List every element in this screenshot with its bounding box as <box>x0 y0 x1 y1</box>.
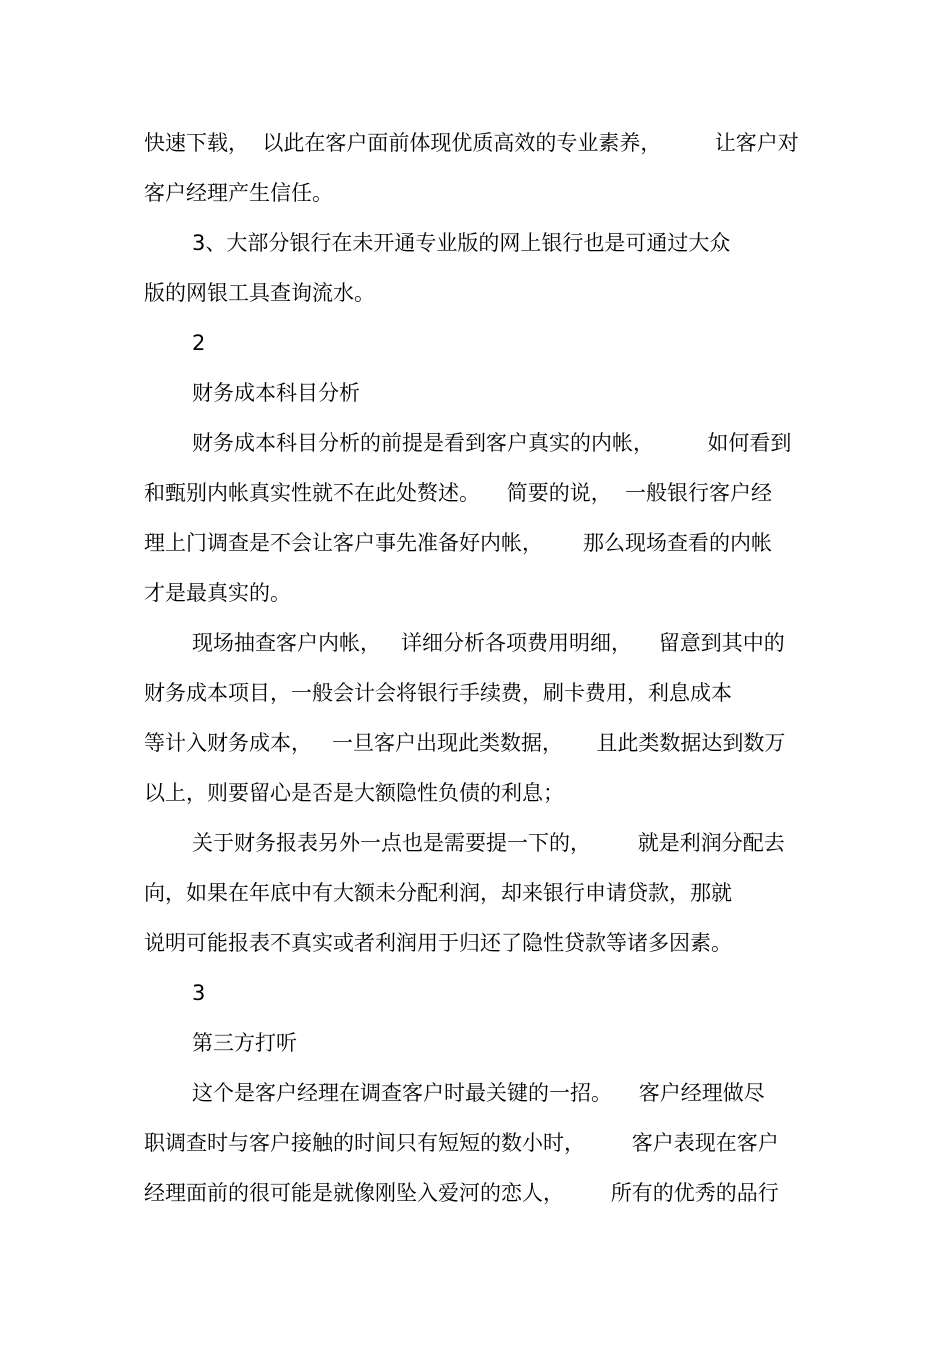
text-line: 说明可能报表不真实或者利润用于归还了隐性贷款等诸多因素。 <box>144 931 732 955</box>
section-number: 2 <box>192 331 206 355</box>
text-line: 版的网银工具查询流水。 <box>144 281 375 305</box>
text-line: 职调查时与客户接触的时间只有短短的数小时， 客户表现在客户 <box>144 1131 779 1155</box>
text-line: 经理面前的很可能是就像刚坠入爱河的恋人， 所有的优秀的品行 <box>144 1181 779 1205</box>
text-line: 财务成本科目分析的前提是看到客户真实的内帐， 如何看到 <box>192 431 792 455</box>
text-line: 向，如果在年底中有大额未分配利润，却来银行申请贷款，那就 <box>144 881 732 905</box>
text-line: 客户经理产生信任。 <box>144 181 333 205</box>
text-line: 3、大部分银行在未开通专业版的网上银行也是可通过大众 <box>192 231 731 255</box>
text-line: 快速下载， 以此在客户面前体现优质高效的专业素养， 让客户对 <box>144 131 799 155</box>
text-line: 财务成本项目，一般会计会将银行手续费，刷卡费用，利息成本 <box>144 681 732 705</box>
text-line: 理上门调查是不会让客户事先准备好内帐， 那么现场查看的内帐 <box>144 531 773 555</box>
text-line: 关于财务报表另外一点也是需要提一下的， 就是利润分配去 <box>192 831 785 855</box>
text-line: 和甄别内帐真实性就不在此处赘述。 简要的说， 一般银行客户经 <box>144 481 773 505</box>
section-heading: 第三方打听 <box>192 1031 297 1055</box>
text-line: 这个是客户经理在调查客户时最关键的一招。 客户经理做尽 <box>192 1081 765 1105</box>
section-number: 3 <box>192 981 206 1005</box>
text-line: 才是最真实的。 <box>144 581 291 605</box>
text-line: 以上，则要留心是否是大额隐性负债的利息； <box>144 781 564 805</box>
text-line: 等计入财务成本， 一旦客户出现此类数据， 且此类数据达到数万 <box>144 731 786 755</box>
section-heading: 财务成本科目分析 <box>192 381 360 405</box>
text-line: 现场抽查客户内帐， 详细分析各项费用明细， 留意到其中的 <box>192 631 785 655</box>
